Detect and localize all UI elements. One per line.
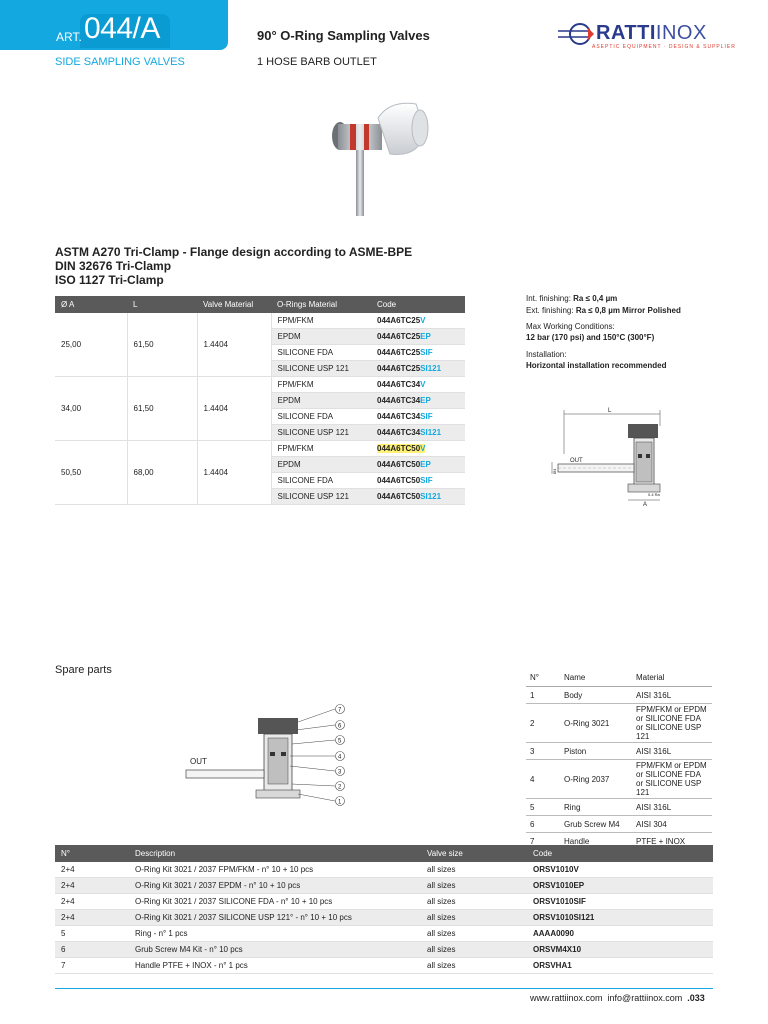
oring-cell: FPM/FKM — [271, 377, 371, 393]
callout-6 — [336, 721, 345, 730]
oring-cell: FPM/FKM — [271, 313, 371, 329]
page-subtitle: 1 HOSE BARB OUTLET — [257, 56, 377, 68]
table-row — [526, 799, 712, 816]
kit-code: ORSVM4X10 — [527, 942, 713, 958]
article-label: ART. — [56, 30, 82, 44]
kit-size: all sizes — [421, 958, 527, 974]
table-header-row — [55, 296, 465, 313]
oring-cell: SILICONE USP 121 — [271, 489, 371, 505]
dim-a-label: A — [643, 502, 648, 508]
part-number: 3 — [526, 743, 560, 760]
part-number: 4 — [526, 760, 560, 799]
kit-number: 2+4 — [55, 894, 129, 910]
exploded-drawing — [170, 700, 360, 810]
column-header: Description — [129, 845, 421, 862]
page-number: .033 — [687, 993, 705, 1003]
kit-code: ORSV1010SIF — [527, 894, 713, 910]
part-number: 6 — [526, 816, 560, 833]
column-header: O-Rings Material — [271, 296, 371, 313]
kit-code: ORSVHA1 — [527, 958, 713, 974]
valve-table — [55, 296, 465, 505]
material-cell: 1.4404 — [197, 313, 271, 377]
part-material: AISI 316L — [632, 687, 712, 704]
part-name: Piston — [560, 743, 632, 760]
part-material: FPM/FKM or EPDM or SILICONE FDA or SILICONE USP 121 — [632, 760, 712, 799]
oring-cell: SILICONE USP 121 — [271, 425, 371, 441]
oring-cell: SILICONE FDA — [271, 345, 371, 361]
svg-text:3: 3 — [338, 769, 342, 776]
material-cell: 1.4404 — [197, 441, 271, 505]
table-row — [55, 958, 713, 974]
article-number: 044/A — [84, 12, 160, 45]
standard-line: ISO 1127 Tri-Clamp — [55, 273, 164, 287]
spare-out-label: OUT — [190, 757, 207, 766]
table-row — [55, 910, 713, 926]
kit-size: all sizes — [421, 894, 527, 910]
part-material: AISI 304 — [632, 816, 712, 833]
svg-text:7: 7 — [338, 707, 342, 714]
diameter-cell: 25,00 — [55, 313, 127, 377]
code-cell: 044A6TC50V — [371, 441, 465, 457]
kits-table — [55, 845, 713, 974]
table-row — [55, 441, 465, 457]
code-cell: 044A6TC25SIF — [371, 345, 465, 361]
code-cell: 044A6TC25SI121 — [371, 361, 465, 377]
table-row — [55, 313, 465, 329]
rattiinox-logo-icon — [558, 22, 596, 46]
oring-cell: EPDM — [271, 329, 371, 345]
kit-number: 6 — [55, 942, 129, 958]
kit-code: ORSV1010SI121 — [527, 910, 713, 926]
standard-line: DIN 32676 Tri-Clamp — [55, 259, 172, 273]
oring-cell: FPM/FKM — [271, 441, 371, 457]
column-header: Name — [560, 668, 632, 687]
callout-7 — [336, 705, 345, 714]
kit-code: AAAA0090 — [527, 926, 713, 942]
website-link[interactable]: www.rattiinox.com — [530, 993, 603, 1003]
svg-text:6: 6 — [338, 723, 342, 730]
length-cell: 61,50 — [127, 313, 197, 377]
footer-divider — [55, 988, 713, 989]
code-cell: 044A6TC34V — [371, 377, 465, 393]
kit-size: all sizes — [421, 862, 527, 878]
length-cell: 68,00 — [127, 441, 197, 505]
table-row — [526, 743, 712, 760]
part-name: O-Ring 3021 — [560, 704, 632, 743]
table-row — [55, 942, 713, 958]
part-name: Handle — [560, 833, 632, 850]
column-header: Code — [527, 845, 713, 862]
part-number: 7 — [526, 833, 560, 850]
column-header: Ø A — [55, 296, 127, 313]
part-number: 2 — [526, 704, 560, 743]
kit-description: O-Ring Kit 3021 / 2037 SILICONE FDA - n° 10 + 10 pcs — [129, 894, 421, 910]
code-cell: 044A6TC34SI121 — [371, 425, 465, 441]
diameter-cell: 34,00 — [55, 377, 127, 441]
kit-size: all sizes — [421, 926, 527, 942]
kit-number: 2+4 — [55, 878, 129, 894]
column-header: Code — [371, 296, 465, 313]
max-conditions-value: 12 bar (170 psi) and 150°C (300°F) — [526, 333, 655, 342]
table-row — [526, 816, 712, 833]
part-material: FPM/FKM or EPDM or SILICONE FDA or SILICONE USP 121 — [632, 704, 712, 743]
table-row — [55, 862, 713, 878]
callout-1 — [336, 797, 345, 806]
oring-cell: SILICONE USP 121 — [271, 361, 371, 377]
part-name: Body — [560, 687, 632, 704]
product-photo — [318, 92, 438, 222]
part-material: PTFE + INOX — [632, 833, 712, 850]
kit-description: O-Ring Kit 3021 / 2037 FPM/FKM - n° 10 + 10 pcs — [129, 862, 421, 878]
code-cell: 044A6TC50SIF — [371, 473, 465, 489]
length-cell: 61,50 — [127, 377, 197, 441]
callout-5 — [336, 736, 345, 745]
kit-description: O-Ring Kit 3021 / 2037 EPDM - n° 10 + 10 pcs — [129, 878, 421, 894]
part-name: O-Ring 2037 — [560, 760, 632, 799]
part-name: Ring — [560, 799, 632, 816]
callout-2 — [336, 782, 345, 791]
table-row — [55, 878, 713, 894]
material-cell: 1.4404 — [197, 377, 271, 441]
code-cell: 044A6TC34SIF — [371, 409, 465, 425]
kit-number: 2+4 — [55, 862, 129, 878]
ext-finishing: Ext. finishing: Ra ≤ 0,8 µm Mirror Polished — [526, 306, 681, 315]
part-name: Grub Screw M4 — [560, 816, 632, 833]
parts-table — [526, 668, 712, 850]
table-row — [526, 760, 712, 799]
table-header-row — [55, 845, 713, 862]
logo-tagline: ASEPTIC EQUIPMENT · DESIGN & SUPPLIER — [592, 44, 736, 50]
part-material: AISI 316L — [632, 743, 712, 760]
column-header: Material — [632, 668, 712, 687]
kit-number: 7 — [55, 958, 129, 974]
code-cell: 044A6TC50EP — [371, 457, 465, 473]
kit-size: all sizes — [421, 942, 527, 958]
callout-3 — [336, 767, 345, 776]
part-number: 1 — [526, 687, 560, 704]
dim-small-label: Ø4 — [552, 468, 557, 474]
column-header: N° — [55, 845, 129, 862]
kit-number: 5 — [55, 926, 129, 942]
standard-line: ASTM A270 Tri-Clamp - Flange design according to ASME-BPE — [55, 245, 413, 259]
kit-code: ORSV1010V — [527, 862, 713, 878]
oring-cell: EPDM — [271, 457, 371, 473]
callout-4 — [336, 752, 345, 761]
part-material: AISI 316L — [632, 799, 712, 816]
code-cell: 044A6TC50SI121 — [371, 489, 465, 505]
out-label: OUT — [570, 458, 583, 464]
part-number: 5 — [526, 799, 560, 816]
svg-text:4: 4 — [338, 754, 342, 761]
kit-number: 2+4 — [55, 910, 129, 926]
kit-size: all sizes — [421, 910, 527, 926]
page-title: 90° O-Ring Sampling Valves — [257, 28, 430, 43]
svg-text:5: 5 — [338, 738, 342, 745]
dim-l-label: L — [608, 408, 612, 414]
spare-parts-title: Spare parts — [55, 664, 112, 676]
kit-description: O-Ring Kit 3021 / 2037 SILICONE USP 121° - n° 10 + 10 pcs — [129, 910, 421, 926]
table-header-row — [526, 668, 712, 687]
kit-description: Grub Screw M4 Kit - n° 10 pcs — [129, 942, 421, 958]
column-header: Valve size — [421, 845, 527, 862]
svg-text:1: 1 — [338, 799, 342, 806]
installation-label: Installation: — [526, 350, 567, 359]
ra-label: 0.4 Ra — [648, 492, 660, 497]
category-label: SIDE SAMPLING VALVES — [55, 56, 185, 68]
table-row — [55, 894, 713, 910]
email-link[interactable]: info@rattiinox.com — [607, 993, 683, 1003]
column-header: N° — [526, 668, 560, 687]
dimension-drawing — [548, 404, 678, 514]
code-cell: 044A6TC34EP — [371, 393, 465, 409]
kit-code: ORSV1010EP — [527, 878, 713, 894]
diameter-cell: 50,50 — [55, 441, 127, 505]
max-conditions-label: Max Working Conditions: — [526, 322, 615, 331]
kit-description: Handle PTFE + INOX - n° 1 pcs — [129, 958, 421, 974]
column-header: Valve Material — [197, 296, 271, 313]
code-cell: 044A6TC25EP — [371, 329, 465, 345]
footer — [530, 993, 705, 1003]
table-row — [55, 377, 465, 393]
logo-wordmark: RATTIINOX — [596, 22, 707, 44]
svg-text:2: 2 — [338, 784, 342, 791]
table-row — [55, 926, 713, 942]
oring-cell: EPDM — [271, 393, 371, 409]
oring-cell: SILICONE FDA — [271, 473, 371, 489]
int-finishing: Int. finishing: Ra ≤ 0,4 µm — [526, 294, 618, 303]
table-row — [526, 704, 712, 743]
code-cell: 044A6TC25V — [371, 313, 465, 329]
oring-cell: SILICONE FDA — [271, 409, 371, 425]
installation-value: Horizontal installation recommended — [526, 361, 667, 370]
kit-description: Ring - n° 1 pcs — [129, 926, 421, 942]
kit-size: all sizes — [421, 878, 527, 894]
column-header: L — [127, 296, 197, 313]
table-row — [526, 687, 712, 704]
